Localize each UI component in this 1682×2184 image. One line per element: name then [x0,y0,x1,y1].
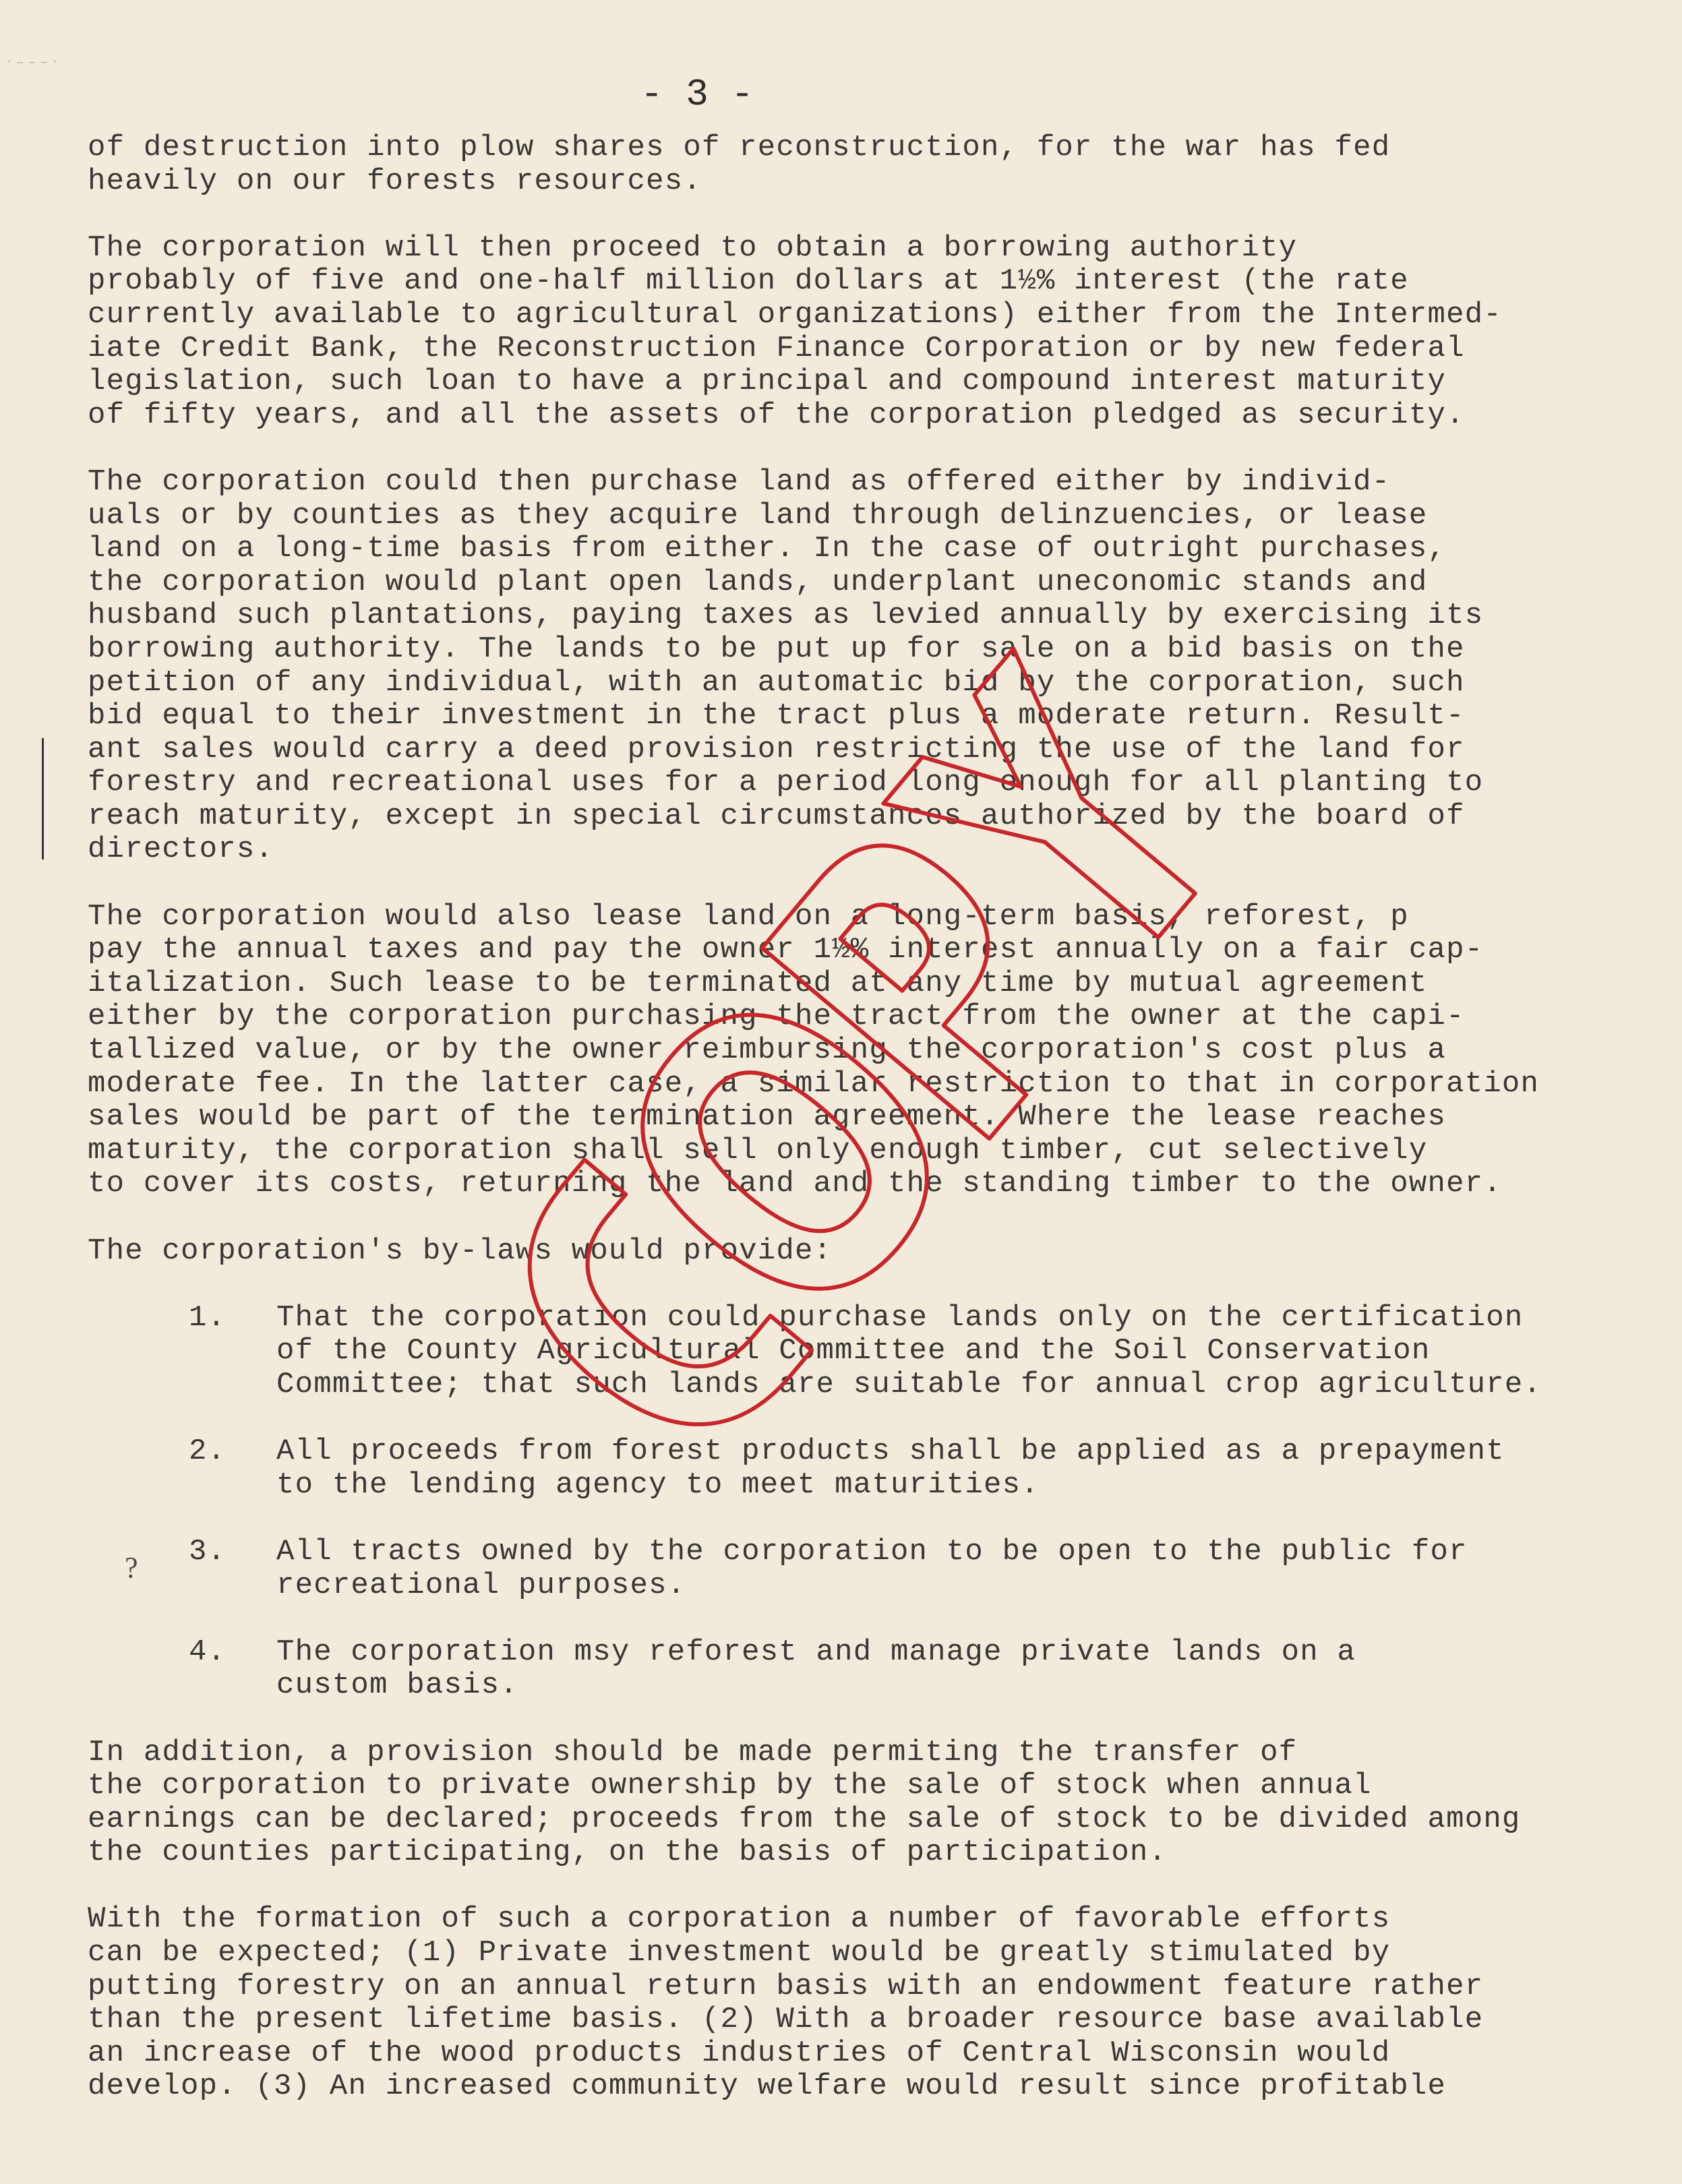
margin-line [42,738,44,859]
list-item [88,1435,1611,1502]
list-number: 2. [189,1434,227,1469]
list-number: 3. [189,1534,227,1569]
list-text: That the corporation could purchase lands only on the certification of the County Agricultural Committee and the Soil Conservation Committee; that such lands are suitable for annual crop agriculture. [276,1300,1542,1401]
list-item [88,1636,1611,1703]
paragraph-5: The corporation's by-laws would provide: [88,1234,833,1268]
list-text: The corporation msy reforest and manage private lands on a custom basis. [276,1635,1356,1703]
paragraph-2: The corporation will then proceed to obtain a borrowing authority probably of five and one-half million dollars at 1½% interest (the rate currently available to agricultural organizations) either from the Intermed- iate Credit Bank, the Reconstruction Finance Corporation or by new federal legislation, such loan to have a principal and compound interest maturity of fifty years, and all the assets of the corporation pledged as security. [88,231,1502,432]
list-item [88,1302,1611,1402]
corner-mark: · – – – · [7,54,57,71]
list-text: All tracts owned by the corporation to be open to the public for recreational purposes. [276,1534,1468,1602]
paragraph-6: In addition, a provision should be made permiting the transfer of the corporation to private ownership by the sale of stock when annual earnings can be declared; proceeds from the sale of stock to be divided among the counties participating, on the basis of participation. [88,1735,1521,1870]
page-number: - 3 - [640,73,754,116]
margin-question-mark: ? [125,1551,138,1584]
paragraph-7: With the formation of such a corporation a number of favorable efforts can be expected; (1) Private investment would be greatly stimulated by putting forestry on an annual return basis with an endowment feature rather than the present lifetime basis. (2) With a broader resource base available an increase of the wood products industries of Central Wisconsin would develop. (3) An increased community welfare would result since profitable [88,1902,1484,2104]
list-item [88,1536,1611,1602]
paragraph-4: The corporation would also lease land on a long-term basis, reforest, p pay the annual taxes and pay the owner 1½% interest annually on a fair cap- italization. Such lease to be terminated at any time by mutual agreement either by the corporation purchasing the tract from the owner at the capi- tallized value, or by the owner reimbursing the corporation's cost plus a moderate fee. In the latter case, a similar restriction to that in corporation sales would be part of the termination agreement. Where the lease reaches maturity, the corporation shall sell only enough timber, cut selectively to cover its costs, returning the land and the standing timber to the owner. [88,899,1540,1201]
paragraph-3: The corporation could then purchase land as offered either by individ- uals or by counties as they acquire land through delinzuencies, or lease land on a long-time basis from either. In the case of outright purchases, the corporation would plant open lands, underplant uneconomic stands and husband such plantations, paying taxes as levied annually by exercising its borrowing authority. The lands to be put up for sale on a bid basis on the petition of any individual, with an automatic bid by the corporation, such bid equal to their investment in the tract plus a moderate return. Result- ant sales would carry a deed provision restricting the use of the land for forestry and recreational uses for a period long enough for all planting to reach maturity, except in special circumstances authorized by the board of directors. [88,464,1484,867]
list-number: 4. [189,1635,227,1669]
list-text: All proceeds from forest products shall be applied as a prepayment to the lending agency to meet maturities. [276,1434,1505,1502]
list-number: 1. [189,1300,227,1335]
paragraph-1: of destruction into plow shares of reconstruction, for the war has fed heavily on our forests resources. [88,131,1391,198]
document-body [88,64,1611,2104]
